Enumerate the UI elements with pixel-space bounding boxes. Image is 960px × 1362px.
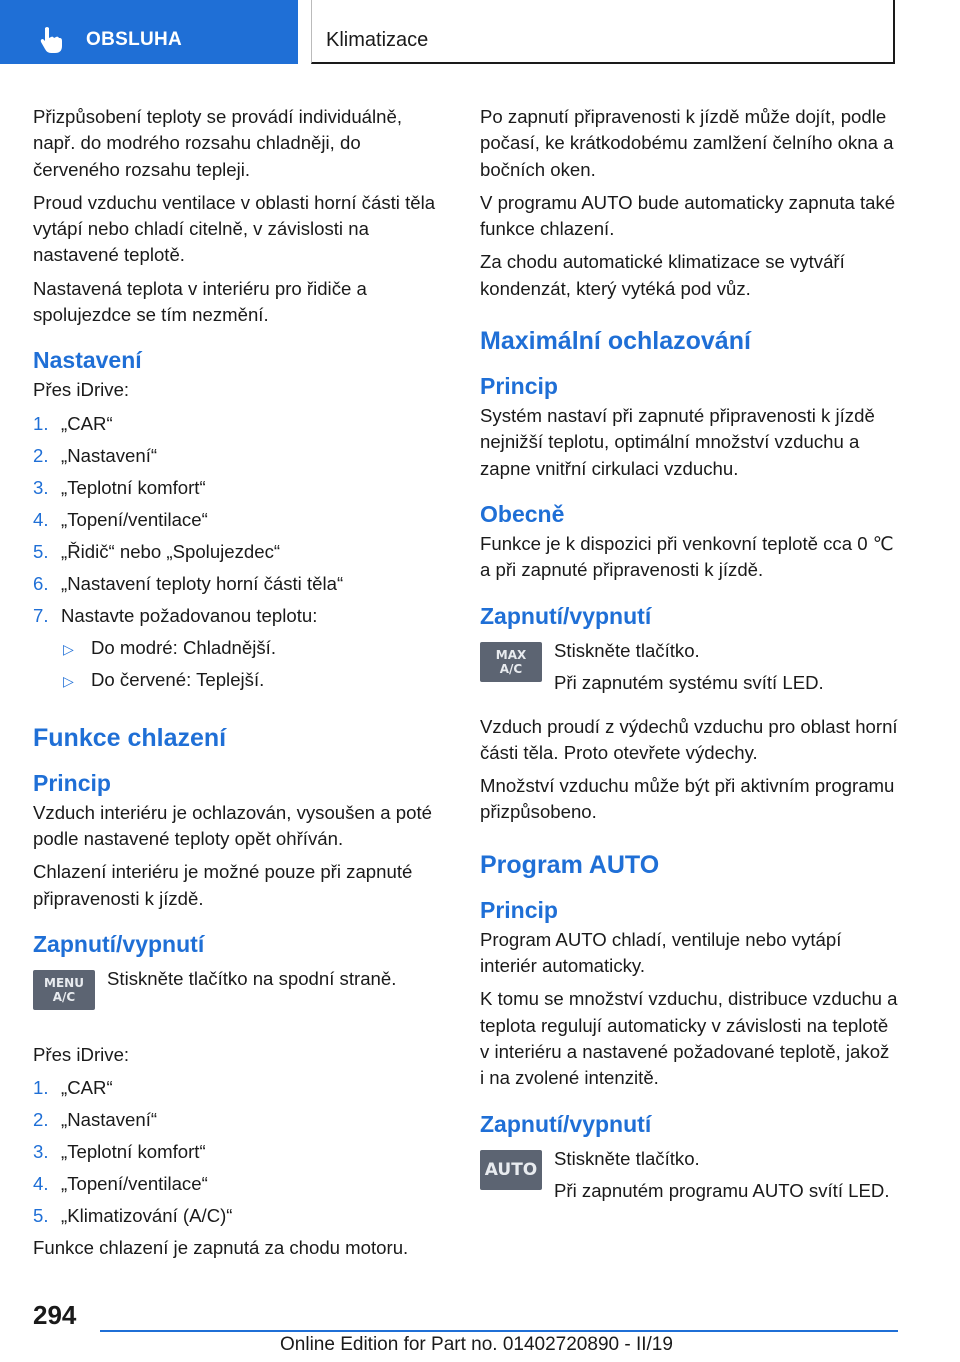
heading-max-ochlazovani: Maximální ochlazování (480, 327, 751, 356)
max-ac-button-icon: MAX A/C (480, 642, 542, 682)
heading-program-auto: Program AUTO (480, 850, 660, 879)
paragraph: K tomu se množství vzduchu, distribuce vzduchu a teplota regulují automaticky v závislosti na teplotě v interiéru a nastavené požadované teplotě, jakož i na zvolené intenzitě. (480, 988, 898, 1089)
list-item: 1. „CAR“ (33, 412, 113, 434)
paragraph: Systém nastaví při zapnuté připravenosti k jízdě nejnižší teplotu, optimální množství vzduchu a zapne vnitřní cirkulaci vzduchu. (480, 405, 875, 479)
heading-obecne: Obecně (480, 500, 565, 527)
heading-nastaveni: Nastavení (33, 347, 142, 374)
heading-princip: Princip (480, 896, 558, 923)
list-item: 2. „Nastavení“ (33, 1109, 158, 1131)
list-item: ▷ Do červené: Teplejší. (61, 667, 445, 699)
footer-divider (100, 1330, 898, 1332)
paragraph: Vzduch interiéru je ochlazován, vysoušen a poté podle nastavené teploty opět ohříván. (33, 801, 432, 849)
triangle-bullet-icon: ▷ (63, 640, 74, 657)
paragraph: Funkce je k dispozici při venkovní teplotě cca 0 ℃ a při zapnuté připravenosti k jízdě. (480, 532, 894, 581)
paragraph: Při zapnutém programu AUTO svítí LED. (554, 1179, 890, 1201)
hand-pointer-icon (38, 26, 64, 54)
paragraph: Chlazení interiéru je možné pouze při zapnuté připravenosti k jízdě. (33, 861, 413, 909)
menu-ac-button-icon: MENU A/C (33, 970, 95, 1010)
paragraph: Stiskněte tlačítko na spodní straně. (107, 967, 397, 989)
heading-zapnuti: Zapnutí/vypnutí (480, 602, 652, 629)
list-item: 3. „Teplotní komfort“ (33, 1141, 206, 1163)
list-item: 4. „Topení/ventilace“ (33, 1173, 208, 1195)
paragraph: Přes iDrive: (33, 1043, 130, 1065)
paragraph: Stiskněte tlačítko. (554, 639, 700, 661)
list-item: 6. „Nastavení teploty horní části těla“ (33, 572, 344, 594)
paragraph: Stiskněte tlačítko. (554, 1147, 700, 1169)
list-item: 4. „Topení/ventilace“ (33, 508, 208, 530)
paragraph: Při zapnutém systému svítí LED. (554, 671, 824, 693)
chapter-title: Klimatizace (326, 29, 429, 51)
heading-zapnuti: Zapnutí/vypnutí (33, 930, 205, 957)
paragraph: Proud vzduchu ventilace v oblasti horní části těla vytápí nebo chladí citelně, v závislosti na nastavené teplotě. (33, 191, 436, 266)
list-item: 2. „Nastavení“ (33, 444, 158, 466)
list-item: ▷ Do modré: Chladnější. (61, 635, 445, 667)
paragraph: Přizpůsobení teploty se provádí individuálně, např. do modrého rozsahu chladněji, do červeného rozsahu tepleji. (33, 106, 403, 180)
button-instruction (480, 1146, 898, 1212)
paragraph: Vzduch proudí z výdechů vzduchu pro oblast horní části těla. Proto otevřete výdechy. (480, 715, 898, 763)
paragraph: Nastavená teplota v interiéru pro řidiče a spolujezdce se tím nezmění. (33, 277, 367, 326)
section-tab (0, 0, 298, 64)
right-column (480, 104, 898, 1222)
heading-princip: Princip (33, 769, 111, 796)
list-item: 5. „Klimatizování (A/C)“ (33, 1205, 233, 1227)
paragraph: Za chodu automatické klimatizace se vytváří kondenzát, který vytéká pod vůz. (480, 251, 845, 299)
button-instruction (480, 638, 898, 704)
page-header (0, 0, 960, 66)
section-label: OBSLUHA (86, 29, 183, 50)
list-item: 3. „Teplotní komfort“ (33, 476, 206, 498)
list-item: 5. „Řidič“ nebo „Spolujezdec“ (33, 540, 281, 562)
paragraph: Funkce chlazení je zapnutá za chodu motoru. (33, 1237, 409, 1259)
paragraph: Program AUTO chladí, ventiluje nebo vytápí interiér automaticky. (480, 928, 842, 977)
paragraph: V programu AUTO bude automaticky zapnuta také funkce chlazení. (480, 191, 896, 240)
heading-funkce-chlazeni: Funkce chlazení (33, 723, 227, 752)
sub-list (33, 635, 445, 699)
chapter-title-tab (311, 0, 895, 64)
paragraph: Po zapnutí připravenosti k jízdě může dojít, podle počasí, ke krátkodobému zamlžení čelního okna a bočních oken. (480, 106, 894, 180)
button-instruction (33, 966, 445, 1032)
steps-list (33, 411, 445, 635)
edition-note: Online Edition for Part no. 01402720890 - II/19 (280, 1334, 673, 1355)
paragraph: Přes iDrive: (33, 379, 130, 401)
heading-princip: Princip (480, 373, 558, 400)
triangle-bullet-icon: ▷ (63, 672, 74, 689)
left-column (33, 104, 445, 1268)
heading-zapnuti: Zapnutí/vypnutí (480, 1110, 652, 1137)
page-number: 294 (33, 1300, 77, 1330)
auto-button-icon: AUTO (480, 1150, 542, 1190)
steps-list (33, 1075, 445, 1235)
paragraph: Množství vzduchu může být při aktivním programu přizpůsobeno. (480, 775, 895, 823)
list-item: 1. „CAR“ (33, 1077, 113, 1099)
list-item: 7. Nastavte požadovanou teplotu: (33, 604, 318, 626)
